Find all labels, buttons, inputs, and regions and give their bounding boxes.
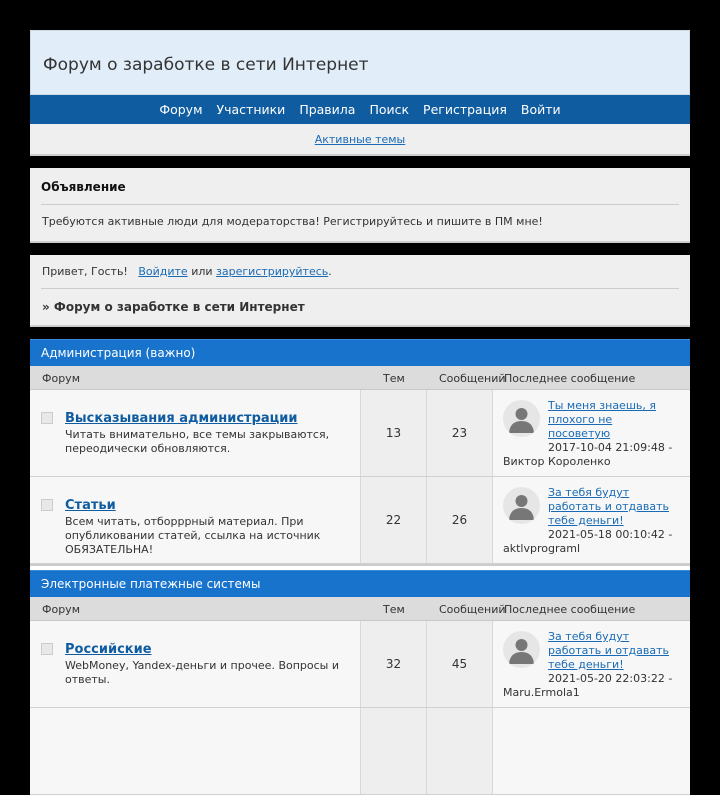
user-avatar-icon xyxy=(503,487,540,524)
category-header[interactable]: Администрация (важно) xyxy=(30,339,690,366)
page-wrapper xyxy=(30,30,690,795)
nav-forum[interactable]: Форум xyxy=(159,102,203,117)
topics-count: 22 xyxy=(361,477,427,563)
last-post-date: 2021-05-18 00:10:42 - xyxy=(548,528,673,541)
forum-row xyxy=(30,390,690,477)
nav-rules[interactable]: Правила xyxy=(299,102,356,117)
announcement-box xyxy=(30,168,690,243)
topics-count xyxy=(361,708,427,794)
last-post-link[interactable]: Ты меня знаешь, я плохого не посоветую xyxy=(548,399,656,440)
forum-status-icon xyxy=(41,499,53,511)
posts-count: 23 xyxy=(427,390,493,476)
nav-members[interactable]: Участники xyxy=(216,102,286,117)
forum-title-link[interactable]: Статьи xyxy=(65,498,116,513)
last-post xyxy=(493,390,690,476)
topics-count: 13 xyxy=(361,390,427,476)
site-header xyxy=(30,30,690,95)
column-header xyxy=(30,597,690,621)
forum-info xyxy=(30,708,361,794)
col-forum: Форум xyxy=(42,603,80,616)
col-last: Последнее сообщение xyxy=(504,372,636,385)
col-last: Последнее сообщение xyxy=(504,603,636,616)
user-avatar-icon xyxy=(503,400,540,437)
last-post-user: aktlvprograml xyxy=(503,542,580,555)
col-posts: Сообщений xyxy=(439,603,506,616)
posts-count: 45 xyxy=(427,621,493,707)
last-post xyxy=(493,477,690,563)
last-post xyxy=(493,621,690,707)
announcement-title: Объявление xyxy=(41,180,126,194)
divider xyxy=(41,288,679,289)
last-post-link[interactable]: За тебя будут работать и отдавать тебе деньги! xyxy=(548,630,670,671)
divider xyxy=(41,204,679,205)
forum-status-icon xyxy=(41,643,53,655)
forum-row xyxy=(30,477,690,564)
col-topics: Тем xyxy=(383,603,405,616)
forum-description: Всем читать, отборррный материал. При опубликовании статей, ссылка на источник ОБЯЗАТЕЛЬНА! xyxy=(65,515,321,556)
last-post-date: 2021-05-20 22:03:22 - xyxy=(548,672,673,685)
nav-search[interactable]: Поиск xyxy=(369,102,410,117)
last-post-user: Maru.Ermola1 xyxy=(503,686,580,699)
last-post-meta xyxy=(503,441,684,469)
last-post-user: Виктор Короленко xyxy=(503,455,611,468)
forum-status-icon xyxy=(41,412,53,424)
forum-row xyxy=(30,708,690,795)
forum-description: WebMoney, Yandex-деньги и прочее. Вопросы и ответы. xyxy=(65,659,340,686)
posts-count xyxy=(427,708,493,794)
topics-count: 32 xyxy=(361,621,427,707)
greeting-dot: . xyxy=(328,265,332,278)
forum-title-link[interactable]: Высказывания администрации xyxy=(65,411,298,426)
forum-info xyxy=(30,621,361,707)
login-link[interactable]: Войдите xyxy=(138,265,188,278)
greeting-box xyxy=(30,255,690,327)
category-header[interactable]: Электронные платежные системы xyxy=(30,570,690,597)
last-post-meta xyxy=(503,672,684,700)
main-nav xyxy=(30,95,690,124)
register-link[interactable]: зарегистрируйтесь xyxy=(216,265,329,278)
breadcrumb: » Форум о заработке в сети Интернет xyxy=(42,300,305,314)
col-forum: Форум xyxy=(42,372,80,385)
last-post-date: 2017-10-04 21:09:48 - xyxy=(548,441,673,454)
col-posts: Сообщений xyxy=(439,372,506,385)
active-topics-link[interactable]: Активные темы xyxy=(314,132,406,146)
greeting-text: Привет, Гость! xyxy=(42,265,128,278)
forum-info xyxy=(30,477,361,563)
nav-register[interactable]: Регистрация xyxy=(423,102,507,117)
announcement-text: Требуются активные люди для модераторства! Регистрируйтесь и пишите в ПМ мне! xyxy=(42,215,543,228)
forum-row xyxy=(30,621,690,708)
user-avatar-icon xyxy=(503,631,540,668)
sub-nav xyxy=(30,124,690,156)
col-topics: Тем xyxy=(383,372,405,385)
site-title: Форум о заработке в сети Интернет xyxy=(43,55,369,75)
last-post-meta xyxy=(503,528,684,556)
forum-description: Читать внимательно, все темы закрываются, переодически обновляются. xyxy=(65,428,330,455)
last-post xyxy=(493,708,690,794)
nav-login[interactable]: Войти xyxy=(520,102,561,117)
column-header xyxy=(30,366,690,390)
posts-count: 26 xyxy=(427,477,493,563)
forum-title-link[interactable]: Российские xyxy=(65,642,152,657)
greeting-line xyxy=(42,265,332,278)
greeting-or: или xyxy=(191,265,213,278)
forum-info xyxy=(30,390,361,476)
last-post-link[interactable]: За тебя будут работать и отдавать тебе деньги! xyxy=(548,486,670,527)
